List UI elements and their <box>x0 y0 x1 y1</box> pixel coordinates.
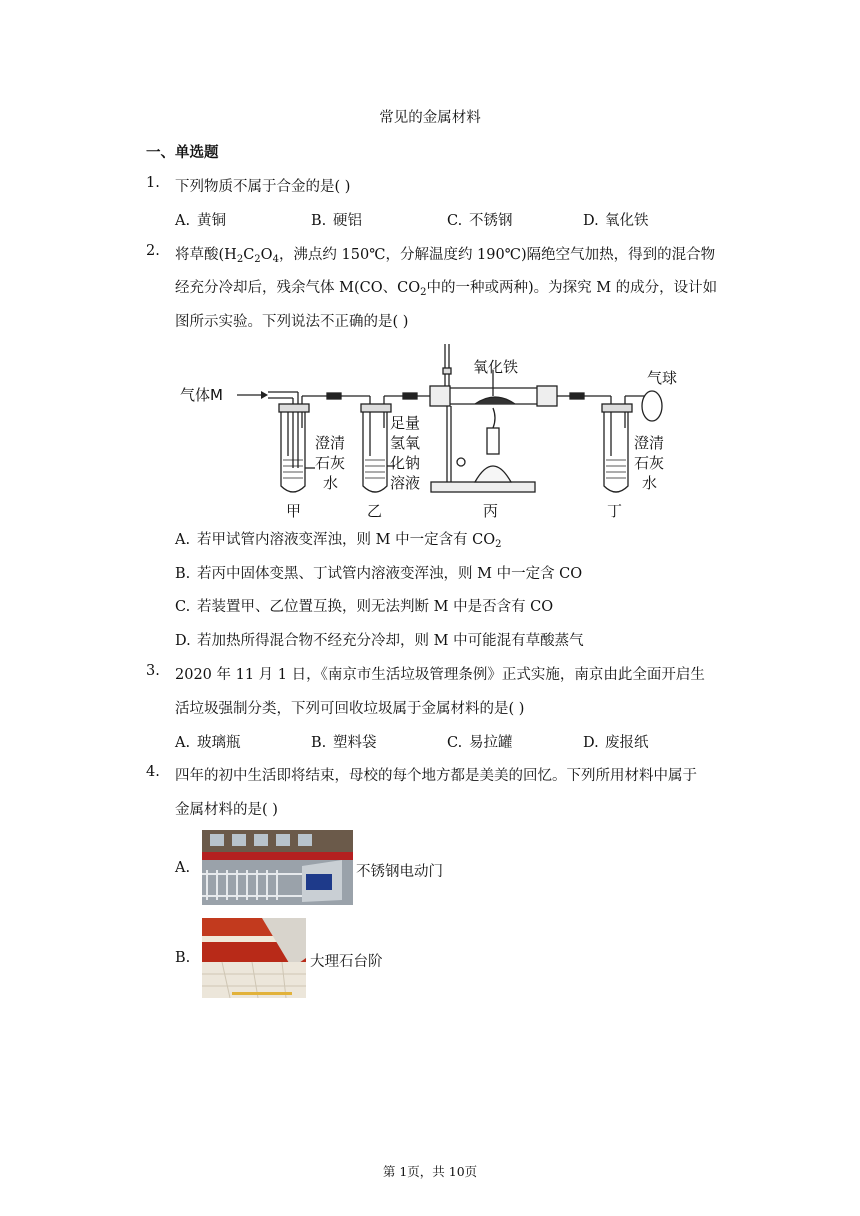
yi-liquid-2: 氢氧 <box>390 434 421 452</box>
q3-number: 3. <box>146 663 160 679</box>
jia-liquid-2: 石灰 <box>315 454 346 472</box>
page-footer: 第 1页，共 10页 <box>382 1164 478 1179</box>
q2-option-b: B. 若丙中固体变黑、丁试管内溶液变浑浊，则 M 中一定含 CO <box>175 566 583 582</box>
q4-line-2: 金属材料的是( ) <box>175 802 278 818</box>
q4-option-a-label: A. <box>175 860 191 876</box>
jia-liquid-1: 澄清 <box>315 434 346 452</box>
q2-option-c: C. 若装置甲、乙位置互换，则无法判断 M 中是否含有 CO <box>175 599 554 615</box>
q2-option-d: D. 若加热所得混合物不经充分冷却，则 M 中可能混有草酸蒸气 <box>175 633 584 649</box>
label-jia: 甲 <box>286 502 302 520</box>
balloon-label: 气球 <box>647 369 678 387</box>
q1-option-a: A. 黄铜 <box>175 213 226 229</box>
apparatus-diagram <box>175 338 695 523</box>
page-title: 常见的金属材料 <box>379 110 481 126</box>
marble-steps-photo <box>202 918 306 998</box>
ding-liquid-2: 石灰 <box>634 454 665 472</box>
q3-option-b: B. 塑料袋 <box>311 735 377 751</box>
q1-option-b: B. 硬铝 <box>311 213 362 229</box>
q3-option-d: D. 废报纸 <box>583 735 649 751</box>
q1-stem: 下列物质不属于合金的是( ) <box>175 179 351 195</box>
q1-option-c: C. 不锈钢 <box>447 213 513 229</box>
label-bing: 丙 <box>483 502 499 520</box>
q4-option-a-text: 不锈钢电动门 <box>356 864 443 880</box>
q3-option-a: A. 玻璃瓶 <box>175 735 241 751</box>
q2-number: 2. <box>146 243 160 259</box>
q2-line-1: 将草酸($H_2C_2O_4$，沸点约 150℃，分解温度约 190℃)隔绝空气加热，得到的混合物 <box>175 247 716 265</box>
q4-line-1: 四年的初中生活即将结束，母校的每个地方都是美美的回忆。下列所用材料中属于 <box>175 768 697 784</box>
q2-option-a: A. 若甲试管内溶液变浑浊，则 M 中一定含有 $CO_2$ <box>175 532 502 550</box>
q4-number: 4. <box>146 764 160 780</box>
q1-option-d: D. 氧化铁 <box>583 213 649 229</box>
q2-line-3: 图所示实验。下列说法不正确的是( ) <box>175 314 409 330</box>
yi-liquid-4: 溶液 <box>390 474 421 492</box>
q1-number: 1. <box>146 175 160 191</box>
stainless-gate-photo <box>202 830 353 905</box>
yi-liquid-3: 化钠 <box>390 454 421 472</box>
ding-liquid-3: 水 <box>642 474 658 492</box>
yi-liquid-1: 足量 <box>390 414 421 432</box>
q3-option-c: C. 易拉罐 <box>447 735 513 751</box>
jia-liquid-3: 水 <box>323 474 339 492</box>
q3-line-2: 活垃圾强制分类，下列可回收垃圾属于金属材料的是( ) <box>175 701 525 717</box>
q2-line-2: 经充分冷却后，残余气体 M(CO、$CO_2$中的一种或两种)。为探究 M 的成分，设计如 <box>175 280 718 298</box>
q4-option-b-text: 大理石台阶 <box>310 954 383 970</box>
q3-line-1: 2020 年 11 月 1 日，《南京市生活垃圾管理条例》正式实施，南京由此全面开启生 <box>175 667 705 683</box>
section-heading: 一、单选题 <box>146 145 219 161</box>
ding-liquid-1: 澄清 <box>634 434 665 452</box>
iron-oxide-label: 氧化铁 <box>473 358 519 376</box>
q4-option-b-label: B. <box>175 950 191 966</box>
gas-m-label: 气体M <box>180 386 223 404</box>
label-yi: 乙 <box>367 502 383 520</box>
label-ding: 丁 <box>607 502 623 520</box>
